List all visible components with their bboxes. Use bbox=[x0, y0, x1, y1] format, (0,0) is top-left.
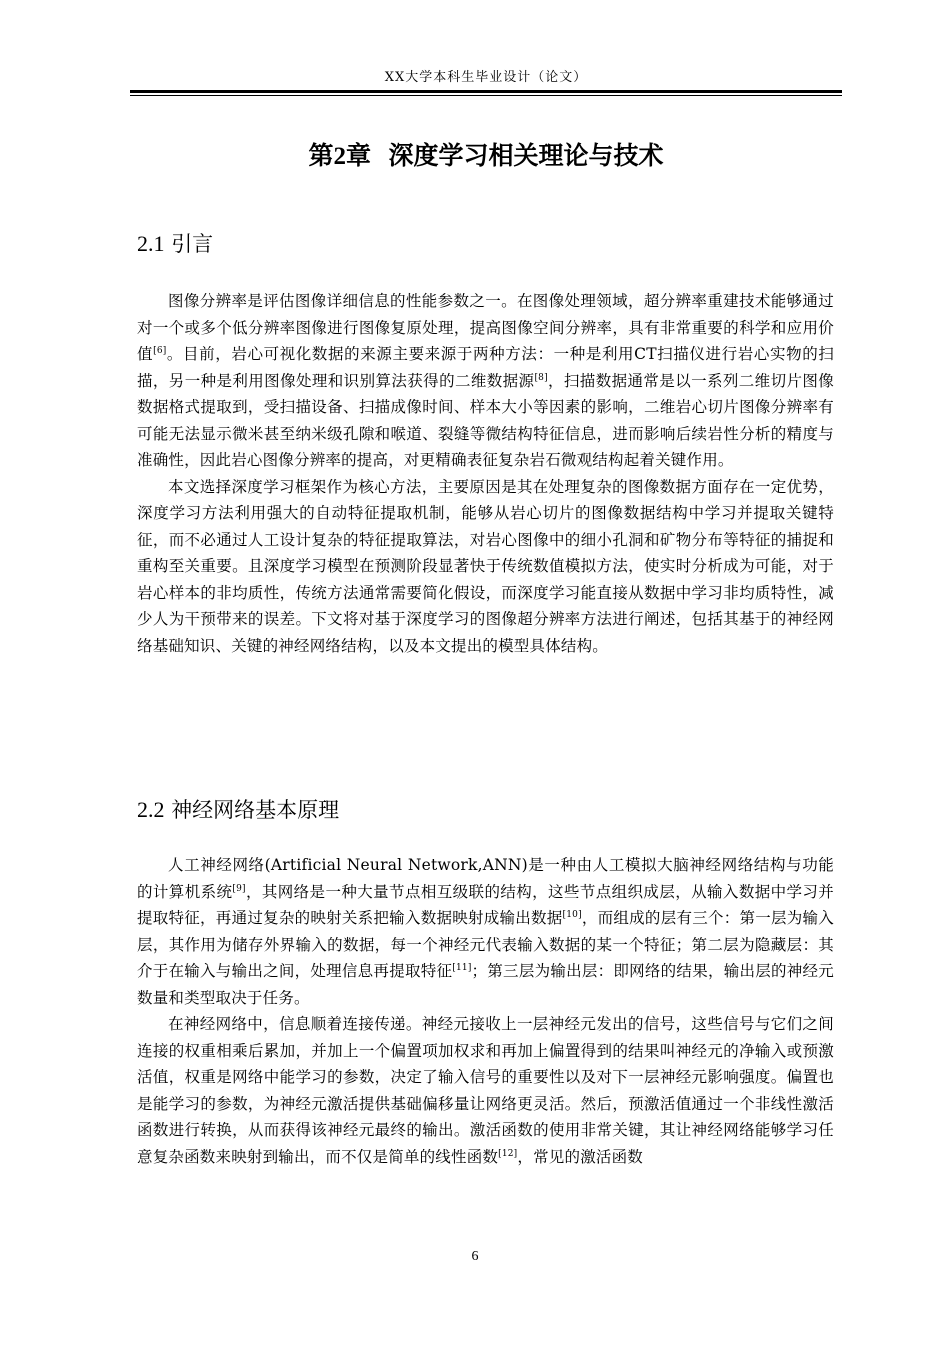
page-number: 6 bbox=[471, 1249, 479, 1264]
section-title: 引言 bbox=[171, 232, 214, 256]
paragraph bbox=[137, 288, 834, 474]
paragraph bbox=[137, 852, 834, 1011]
paragraph-text: 图像分辨率是评估图像详细信息的性能参数之一。在图像处理领域，超分辨率重建技术能够通过对一个或多个低分辨率图像进行图像复原处理，提高图像空间分辨率，具有非常重要的科学和应用价值 bbox=[137, 292, 834, 363]
paragraph bbox=[137, 474, 834, 660]
section-heading-2-2 bbox=[137, 795, 339, 825]
chapter-title bbox=[130, 136, 842, 177]
paragraph-text: 人工神经网络(Artificial Neural Network,ANN)是一种由人工模拟大脑神经网络结构与功能的计算机系统 bbox=[137, 856, 834, 901]
citation-ref[interactable]: [10] bbox=[562, 909, 582, 920]
header-rule-thick bbox=[130, 90, 842, 93]
paragraph-text: 。目前，岩心可视化数据的来源主要来源于两种方法：一种是利用CT扫描仪进行岩心实物的扫描，另一种是利用图像处理和识别算法获得的二维数据源 bbox=[137, 345, 835, 390]
paragraph-text: ；第三层为输出层：即网络的结果，输出层的神经元数量和类型取决于任务。 bbox=[137, 962, 834, 1007]
section-number: 2.2 bbox=[137, 797, 165, 822]
paragraph bbox=[137, 1011, 834, 1170]
section-number: 2.1 bbox=[137, 231, 165, 256]
section-body-2-2 bbox=[137, 852, 834, 1170]
citation-ref[interactable]: [9] bbox=[232, 883, 246, 894]
citation-ref[interactable]: [6] bbox=[153, 345, 167, 356]
citation-ref[interactable]: [8] bbox=[534, 372, 548, 383]
chapter-title-text: 深度学习相关理论与技术 bbox=[388, 141, 664, 170]
paragraph-text: 在神经网络中，信息顺着连接传递。神经元接收上一层神经元发出的信号，这些信号与它们之间连接的权重相乘后累加，并加上一个偏置项加权求和再加上偏置得到的结果叫神经元的净输入或预激活值，权重是网络中能学习的参数，决定了输入信号的重要性以及对下一层神经元影响强度。偏置也是能学习的参数，为神经元激活提供基础偏移量让网络更灵活。然后，预激活值通过一个非线性激活函数进行转换，从而获得该神经元最终的输出。激活函数的使用非常关键，其让神经网络能够学习任意复杂函数来映射到输出，而不仅是简单的线性函数 bbox=[137, 1015, 834, 1166]
section-title: 神经网络基本原理 bbox=[171, 798, 340, 822]
paragraph-text: ，其网络是一种大量节点相互级联的结构，这些节点组织成层，从输入数据中学习并提取特征，再通过复杂的映射关系把输入数据映射成输出数据 bbox=[137, 882, 835, 927]
citation-ref[interactable]: [11] bbox=[452, 962, 472, 973]
paragraph-text: 本文选择深度学习框架作为核心方法，主要原因是其在处理复杂的图像数据方面存在一定优势，深度学习方法利用强大的自动特征提取机制，能够从岩心切片的图像数据结构中学习并提取关键特征，而不必通过人工设计复杂的特征提取算法，对岩心图像中的细小孔洞和矿物分布等特征的捕捉和重构至关重要。且深度学习模型在预测阶段显著快于传统数值模拟方法，使实时分析成为可能，对于岩心样本的非均质性，传统方法通常需要简化假设，而深度学习能直接从数据中学习非均质特性，减少人为干预带来的误差。下文将对基于深度学习的图像超分辨率方法进行阐述，包括其基于的神经网络基础知识、关键的神经网络结构，以及本文提出的模型具体结构。 bbox=[137, 477, 834, 655]
section-body-2-1 bbox=[137, 288, 834, 659]
header-rule-thin bbox=[130, 95, 842, 96]
section-heading-2-1 bbox=[137, 229, 213, 259]
chapter-number: 第2章 bbox=[308, 143, 372, 170]
citation-ref[interactable]: [12] bbox=[498, 1148, 518, 1159]
running-header: XX大学本科生毕业设计（论文） bbox=[384, 70, 588, 85]
paragraph-text: ，常见的激活函数 bbox=[517, 1147, 643, 1166]
paragraph-text: ，扫描数据通常是以一系列二维切片图像数据格式提取到，受扫描设备、扫描成像时间、样本大小等因素的影响，二维岩心切片图像分辨率有可能无法显示微米甚至纳米级孔隙和喉道、裂缝等微结构特征信息，进而影响后续岩性分析的精度与准确性，因此岩心图像分辨率的提高，对更精确表征复杂岩石微观结构起着关键作用。 bbox=[137, 371, 834, 469]
paragraph-text: ，而组成的层有三个：第一层为输入层，其作用为储存外界输入的数据，每一个神经元代表输入数据的某一个特征；第二层为隐藏层：其介于在输入与输出之间，处理信息再提取特征 bbox=[137, 909, 835, 980]
